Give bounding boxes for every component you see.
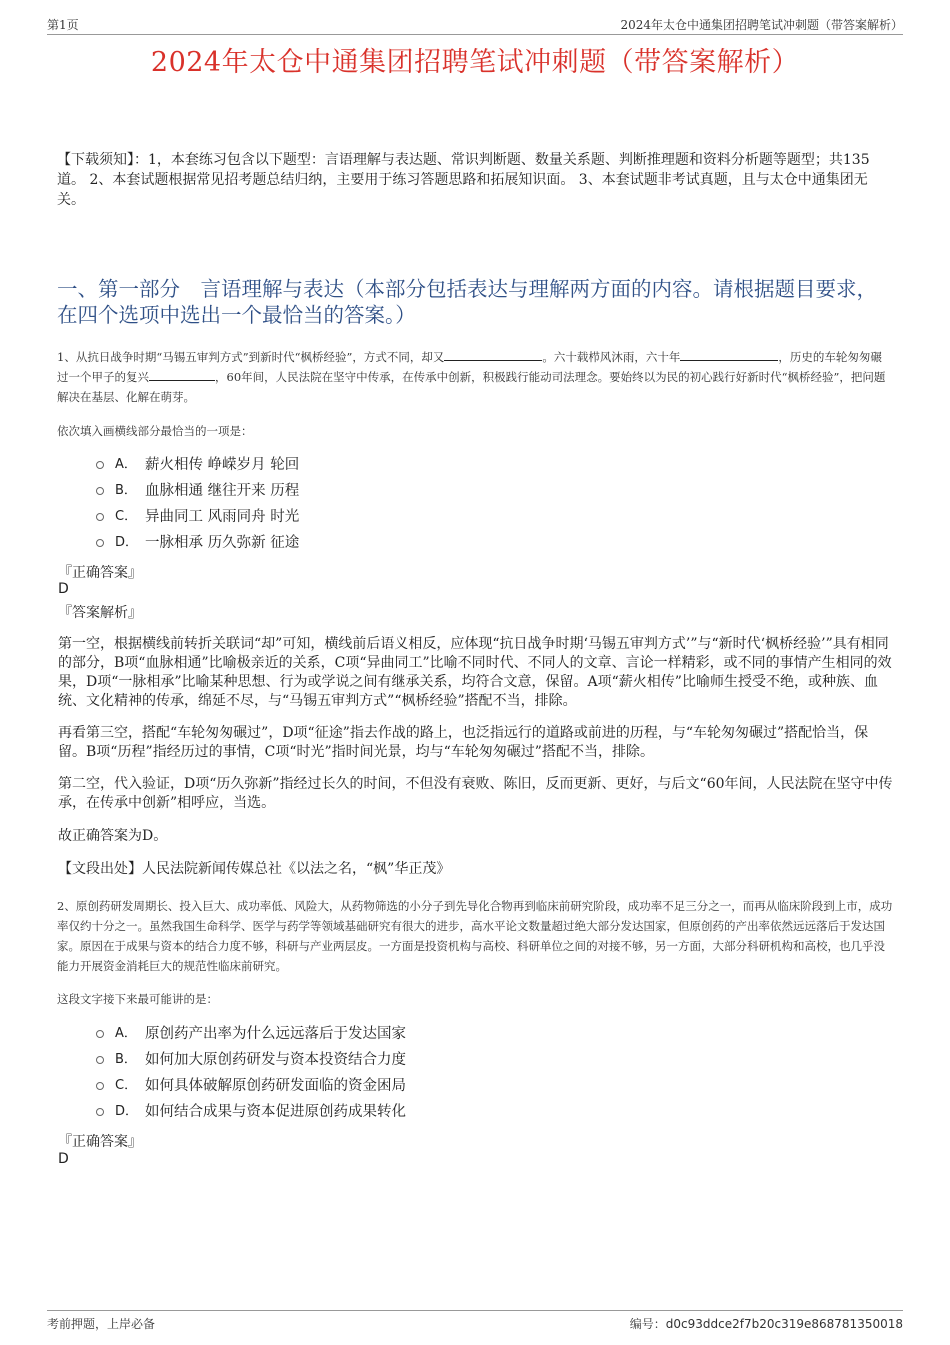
radio-icon[interactable] [96, 461, 104, 469]
radio-icon[interactable] [96, 1082, 104, 1090]
source-citation: 【文段出处】人民法院新闻传媒总社《以法之名，“枫”华正茂》 [58, 861, 451, 877]
footer-slogan: 考前押题，上岸必备 [47, 1317, 156, 1331]
analysis-paragraph: 第二空，代入验证，D项“历久弥新”指经过长久的时间，不但没有衰败、陈旧，反而更新、更好，与后文“60年间，人民法院在坚守中传承，在传承中创新”相呼应，当选。 [58, 776, 893, 811]
section-heading: 一、第一部分 言语理解与表达（本部分包括表达与理解两方面的内容。请根据题目要求，在四个选项中选出一个最恰当的答案。） [57, 277, 877, 327]
page-header [47, 14, 903, 35]
option-d[interactable]: D． 如何结合成果与资本促进原创药成果转化 [96, 1099, 406, 1125]
radio-icon[interactable] [96, 1030, 104, 1038]
question-2-prompt: 这段文字接下来最可能讲的是： [57, 992, 218, 1006]
header-doc-title: 2024年太仓中通集团招聘笔试冲刺题（带答案解析） [620, 18, 903, 32]
option-c[interactable]: C． 如何具体破解原创药研发面临的资金困局 [96, 1073, 406, 1099]
blank-3 [149, 369, 215, 381]
analysis-paragraph: 第一空，根据横线前转折关联词“却”可知，横线前后语义相反，应体现“抗日战争时期‘马锡五审判方式’”与“新时代‘枫桥经验’”具有相同的部分，B项“血脉相通”比喻极亲近的关系，C项“异曲同工”比喻不同时代、不同人的文章、言论一样精彩，或不同的事情产生相同的效果，D项“一脉相承”比喻某种思想、行为或学说之间有继承关系，均符合文意，保留。A项“薪火相传”比喻师生授受不绝，或种族、血统、文化精神的传承，绵延不尽，与“马锡五审判方式”“枫桥经验”搭配不当，排除。 [58, 636, 892, 709]
option-b[interactable]: B． 血脉相通 继往开来 历程 [96, 478, 299, 504]
option-a[interactable]: A． 薪火相传 峥嵘岁月 轮回 [96, 452, 299, 478]
question-1-text: 1、从抗日战争时期“马锡五审判方式”到新时代“枫桥经验”，方式不同，却又 。六十载栉风沐雨，六十年 ，历史的车轮匆匆碾过一个甲子的复兴 ，60年间，人民法院在坚守中传承，在传承中创新，积极践行能动司法理念。要始终以为民的初心践行好新时代“枫桥经验”，把问题解决在基层、化解在萌芽。 [57, 350, 886, 404]
option-d[interactable]: D． 一脉相承 历久弥新 征途 [96, 530, 299, 556]
radio-icon[interactable] [96, 487, 104, 495]
analysis-conclusion: 故正确答案为D。 [58, 828, 168, 844]
answer-value: D [58, 1151, 69, 1167]
question-2-text: 2、原创药研发周期长、投入巨大、成功率低、风险大，从药物筛选的小分子到先导化合物再到临床前研究阶段，成功率不足三分之一，而再从临床阶段到上市，成功率仅约十分之一。虽然我国生命科学、医学与药学等领域基础研究有很大的进步，高水平论文数量超过绝大部分发达国家，但原创药的产出率依然远远落后于发达国家。原因在于成果与资本的结合力度不够，科研与产业两层皮。一方面是投资机构与高校、科研单位之间的对接不够，另一方面，大部分科研机构和高校，也几乎没能力开展资金消耗巨大的规范性临床前研究。 [57, 899, 893, 973]
document-title: 2024年太仓中通集团招聘笔试冲刺题（带答案解析） [150, 47, 800, 78]
option-b[interactable]: B． 如何加大原创药研发与资本投资结合力度 [96, 1047, 406, 1073]
blank-2 [680, 349, 778, 361]
answer-value: D [58, 581, 69, 597]
question-2-options [96, 1021, 406, 1125]
radio-icon[interactable] [96, 513, 104, 521]
analysis-label: 『答案解析』 [58, 605, 142, 621]
page-number: 第1页 [47, 18, 79, 32]
option-a[interactable]: A． 原创药产出率为什么远远落后于发达国家 [96, 1021, 406, 1047]
question-1-options [96, 452, 299, 556]
radio-icon[interactable] [96, 1056, 104, 1064]
download-notice: 【下载须知】：1，本套练习包含以下题型：言语理解与表达题、常识判断题、数量关系题、判断推理题和资料分析题等题型；共135道。 2、本套试题根据常见招考题总结归纳，主要用于练习答题思路和拓展知识面。 3、本套试题非考试真题，且与太仓中通集团无关。 [57, 152, 870, 208]
page-footer [47, 1310, 903, 1331]
answer-label: 『正确答案』 [58, 565, 142, 581]
question-1-prompt: 依次填入画横线部分最恰当的一项是： [57, 424, 253, 438]
option-c[interactable]: C． 异曲同工 风雨同舟 时光 [96, 504, 299, 530]
radio-icon[interactable] [96, 539, 104, 547]
analysis-paragraph: 再看第三空，搭配“车轮匆匆碾过”，D项“征途”指去作战的路上，也泛指远行的道路或前进的历程，与“车轮匆匆碾过”搭配恰当，保留。B项“历程”指经历过的事情，C项“时光”指时间光景，均与“车轮匆匆碾过”搭配不当，排除。 [58, 725, 869, 760]
radio-icon[interactable] [96, 1108, 104, 1116]
answer-label: 『正确答案』 [58, 1134, 142, 1150]
blank-1 [444, 349, 542, 361]
footer-code: 编号：d0c93ddce2f7b20c319e868781350018 [629, 1317, 903, 1331]
